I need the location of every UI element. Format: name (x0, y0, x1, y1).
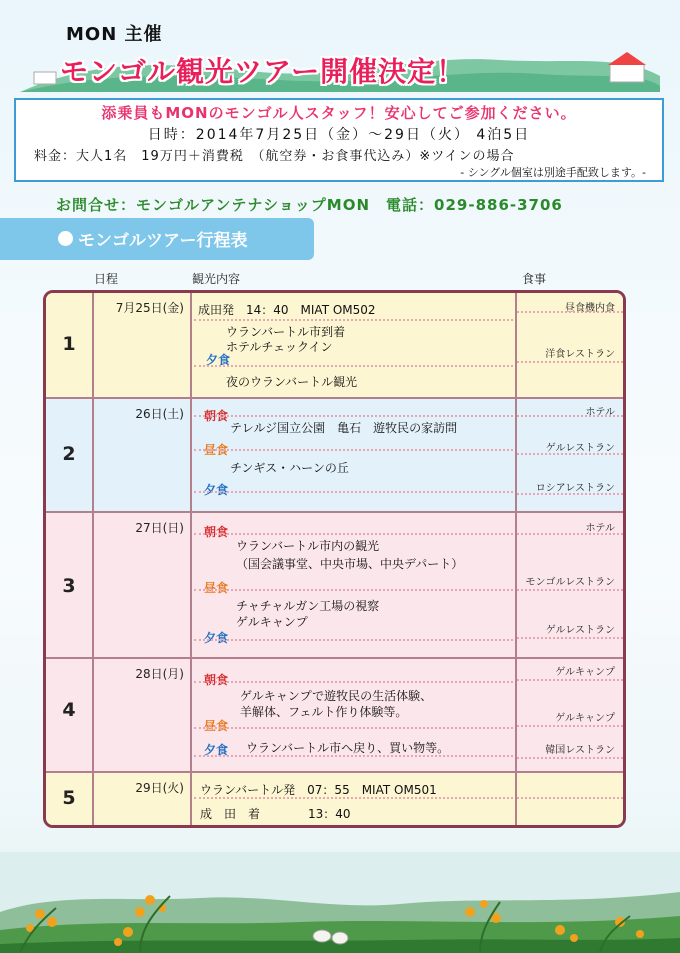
table-row-day-5 (46, 773, 623, 825)
meal-item: ホテル (585, 523, 615, 534)
meal-item: モンゴルレストラン (525, 577, 615, 588)
breakfast-label: 朝食 (204, 673, 229, 687)
breakfast-label: 朝食 (204, 525, 229, 539)
activity-item: ウランバートル市内の観光 (236, 539, 380, 553)
activity-item: ウランバートル発 07：55 MIAT OM501 (200, 783, 437, 797)
day-date: 27日(日) (135, 521, 184, 535)
table-row-day-3 (46, 513, 623, 657)
table-row-day-2 (46, 399, 623, 511)
lunch-label: 昼食 (204, 581, 229, 595)
activity-item: テレルジ国立公園 亀石 遊牧民の家訪問 (230, 421, 458, 435)
meal-cell (515, 773, 623, 825)
activity-item: ゲルキャンプ (236, 615, 308, 629)
activity-item: （国会議事堂、中央市場、中央デパート） (236, 557, 464, 571)
meal-item: ゲルキャンプ (555, 667, 615, 678)
meal-item: 韓国レストラン (545, 745, 615, 756)
lunch-label: 昼食 (204, 719, 229, 733)
day-date: 29日(火) (135, 781, 184, 795)
meal-cell (515, 293, 623, 397)
breakfast-label: 朝食 (204, 409, 229, 423)
page-title: モンゴル観光ツアー開催決定！ (60, 55, 466, 88)
itinerary-table (43, 290, 626, 828)
day-number: 1 (62, 333, 76, 355)
info-box (14, 98, 664, 182)
activity-item: 成 田 着 13：40 (200, 807, 351, 821)
activity-item: 成田発 14：40 MIAT OM502 (198, 303, 376, 317)
day-date: 7月25日(金) (115, 301, 184, 315)
contact-line: お問合せ：モンゴルアンテナショップMON 電話：029-886-3706 (56, 196, 563, 214)
dinner-label: 夕食 (204, 631, 229, 645)
meal-item: 昼食機内食 (565, 303, 615, 314)
column-header-date: 日程 (94, 272, 119, 286)
activity-item: ウランバートル市到着 (226, 325, 346, 339)
meal-item: 洋食レストラン (545, 349, 615, 360)
table-row-day-1 (46, 293, 623, 397)
bullet-icon (58, 231, 73, 246)
meal-item: ゲルレストラン (545, 625, 615, 636)
day-number: 2 (62, 443, 76, 465)
activity-item: ゲルキャンプで遊牧民の生活体験、 (240, 689, 433, 703)
table-row-day-4 (46, 659, 623, 771)
activity-item: 夜のウランバートル観光 (226, 375, 358, 389)
dinner-label: 夕食 (206, 353, 231, 367)
meal-item: ロシアレストラン (535, 483, 615, 494)
meal-cell (515, 659, 623, 771)
info-line-dates: 日時：2014年7月25日（金）～29日（火） 4泊5日 (147, 127, 531, 143)
grassland-illustration (0, 852, 680, 953)
column-header-content: 観光内容 (192, 272, 241, 286)
column-header-meal: 食事 (522, 272, 547, 286)
activity-item: チャチャルガン工場の視察 (236, 599, 380, 613)
day-date: 28日(月) (135, 667, 184, 681)
activity-item: チンギス・ハーンの丘 (230, 461, 349, 475)
activity-item: ウランバートル市へ戻り、買い物等。 (246, 741, 450, 755)
lunch-label: 昼食 (204, 443, 229, 457)
info-line-single: - シングル個室は別途手配致します。- (460, 166, 646, 179)
day-number: 5 (62, 787, 76, 809)
dinner-label: 夕食 (204, 483, 229, 497)
activity-item: ホテルチェックイン (226, 340, 333, 354)
organizer-label: MON 主催 (66, 24, 163, 45)
meal-item: ゲルキャンプ (555, 713, 615, 724)
info-line-staff: 添乗員もMONのモンゴル人スタッフ！安心してご参加ください。 (101, 104, 577, 122)
meal-item: ホテル (585, 407, 615, 418)
day-number: 4 (62, 699, 76, 721)
activity-item: 羊解体、フェルト作り体験等。 (240, 705, 408, 719)
section-title: モンゴルツアー行程表 (78, 231, 248, 251)
day-number: 3 (62, 575, 76, 597)
meal-item: ゲルレストラン (545, 443, 615, 454)
day-date: 26日(土) (135, 407, 184, 421)
dinner-label: 夕食 (204, 743, 229, 757)
info-line-price: 料金：大人1名 19万円＋消費税 （航空券・お食事代込み）※ツインの場合 (34, 149, 515, 164)
